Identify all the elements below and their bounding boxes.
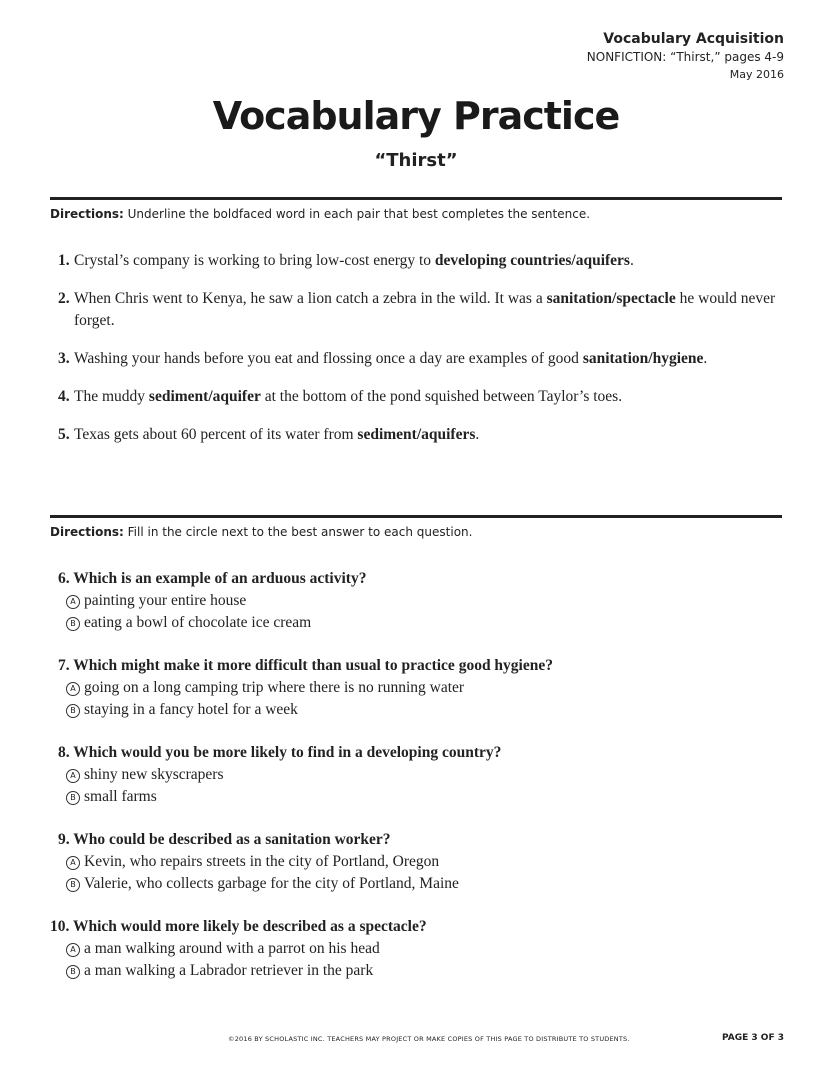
question-text: 7. Which might make it more difficult than usual to practice good hygiene? — [58, 657, 553, 674]
option-text: a man walking a Labrador retriever in the park — [84, 962, 374, 979]
answer-circle-icon[interactable]: A — [66, 943, 80, 957]
item-text-end: . — [703, 350, 708, 367]
option-text: Valerie, who collects garbage for the city of Portland, Maine — [84, 875, 459, 892]
item-text-end: he would never forget. — [74, 290, 776, 329]
answer-option-a[interactable] — [50, 677, 782, 699]
sentence-item — [58, 348, 784, 370]
item-text: Texas gets about 60 percent of its water from — [74, 426, 358, 443]
directions-text: Fill in the circle next to the best answer to each question. — [123, 525, 473, 539]
page-number: PAGE 3 OF 3 — [722, 1033, 784, 1043]
series-title: Vocabulary Acquisition — [603, 31, 784, 47]
option-text: going on a long camping trip where there is no running water — [84, 679, 465, 696]
answer-option-a[interactable] — [50, 764, 782, 786]
item-text: Washing your hands before you eat and flossing once a day are examples of good — [74, 350, 583, 367]
page-title: Vocabulary Practice — [212, 94, 620, 138]
section-divider-2 — [50, 515, 782, 518]
question-item — [50, 568, 782, 634]
answer-option-b[interactable] — [50, 873, 782, 895]
item-text-end: at the bottom of the pond squished between Taylor’s toes. — [260, 388, 623, 405]
answer-option-a[interactable] — [50, 590, 782, 612]
item-text: The muddy — [74, 388, 149, 405]
question-text: 6. Which is an example of an arduous activity? — [58, 570, 367, 587]
question-item — [50, 655, 782, 721]
question-text: 9. Who could be described as a sanitation worker? — [58, 831, 391, 848]
question-item — [50, 742, 782, 808]
sentence-item — [58, 288, 784, 329]
item-number: 3. — [58, 350, 70, 367]
answer-option-b[interactable] — [50, 612, 782, 634]
issue-date: May 2016 — [729, 68, 784, 81]
item-number: 1. — [58, 252, 70, 269]
directions-label: Directions: — [50, 525, 124, 539]
source-line: NONFICTION: “Thirst,” pages 4-9 — [586, 50, 784, 64]
copyright-notice: ©2016 BY SCHOLASTIC INC. TEACHERS MAY PROJECT OR MAKE COPIES OF THIS PAGE TO DISTRIBUTE TO STUDENTS. — [228, 1035, 630, 1043]
directions-part1 — [50, 207, 590, 221]
question-item — [50, 916, 782, 982]
answer-option-b[interactable] — [50, 960, 782, 982]
answer-circle-icon[interactable]: A — [66, 595, 80, 609]
word-choice[interactable]: sediment/aquifers — [357, 426, 476, 443]
answer-circle-icon[interactable]: B — [66, 704, 80, 718]
item-text: Crystal’s company is working to bring low-cost energy to — [74, 252, 435, 269]
answer-circle-icon[interactable]: A — [66, 856, 80, 870]
question-text: 10. Which would more likely be described as a spectacle? — [50, 918, 427, 935]
option-text: a man walking around with a parrot on his head — [84, 940, 380, 957]
option-text: small farms — [84, 788, 157, 805]
sentence-item — [58, 386, 784, 408]
option-text: eating a bowl of chocolate ice cream — [84, 614, 312, 631]
answer-circle-icon[interactable]: B — [66, 965, 80, 979]
word-choice[interactable]: sanitation/spectacle — [546, 290, 676, 307]
answer-circle-icon[interactable]: B — [66, 878, 80, 892]
option-text: painting your entire house — [84, 592, 247, 609]
item-number: 4. — [58, 388, 70, 405]
answer-circle-icon[interactable]: B — [66, 617, 80, 631]
option-text: staying in a fancy hotel for a week — [84, 701, 298, 718]
section-divider-1 — [50, 197, 782, 200]
answer-option-b[interactable] — [50, 699, 782, 721]
directions-text: Underline the boldfaced word in each pair that best completes the sentence. — [123, 207, 591, 221]
option-text: shiny new skyscrapers — [84, 766, 224, 783]
option-text: Kevin, who repairs streets in the city of Portland, Oregon — [84, 853, 440, 870]
answer-circle-icon[interactable]: A — [66, 682, 80, 696]
answer-circle-icon[interactable]: A — [66, 769, 80, 783]
answer-option-a[interactable] — [50, 938, 782, 960]
word-choice[interactable]: developing countries/aquifers — [434, 252, 630, 269]
answer-option-b[interactable] — [50, 786, 782, 808]
word-choice[interactable]: sediment/aquifer — [148, 388, 261, 405]
answer-circle-icon[interactable]: B — [66, 791, 80, 805]
item-text: When Chris went to Kenya, he saw a lion catch a zebra in the wild. It was a — [74, 290, 547, 307]
question-text: 8. Which would you be more likely to find in a developing country? — [58, 744, 502, 761]
item-number: 5. — [58, 426, 70, 443]
directions-label: Directions: — [50, 207, 124, 221]
page-subtitle: “Thirst” — [374, 150, 458, 171]
item-text-end: . — [475, 426, 480, 443]
sentence-item — [58, 250, 784, 272]
item-number: 2. — [58, 290, 70, 307]
answer-option-a[interactable] — [50, 851, 782, 873]
item-text-end: . — [629, 252, 634, 269]
word-choice[interactable]: sanitation/hygiene — [582, 350, 704, 367]
sentence-item — [58, 424, 784, 446]
directions-part2 — [50, 525, 472, 539]
question-item — [50, 829, 782, 895]
header-info — [587, 30, 784, 84]
